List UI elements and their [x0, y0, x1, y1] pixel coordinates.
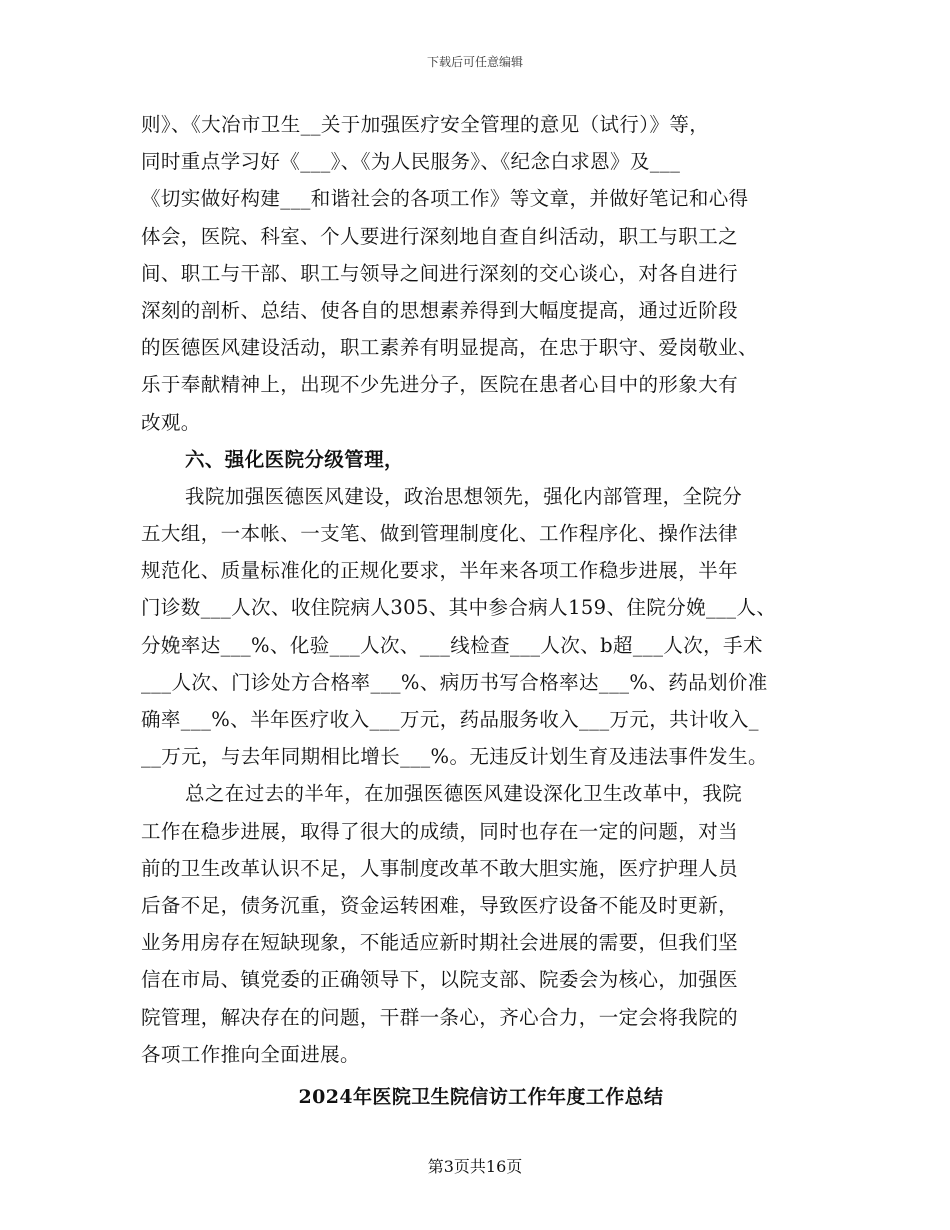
text-line: 总之在过去的半年，在加强医德医风建设深化卫生改革中，我院 [185, 782, 743, 806]
text-line: 五大组，一本帐、一支笔、做到管理制度化、工作程序化、操作法律 [141, 522, 739, 546]
text-line: ___人次、门诊处方合格率___%、病历书写合格率达___%、药品划价准 [141, 670, 768, 694]
text-line: 的医德医风建设活动，职工素养有明显提高，在忠于职守、爱岗敬业、 [141, 336, 758, 360]
text-line: 我院加强医德医风建设，政治思想领先，强化内部管理，全院分 [185, 484, 743, 508]
next-document-title: 2024年医院卫生院信访工作年度工作总结 [298, 1085, 664, 1108]
paragraph-continued [141, 106, 821, 441]
text-line: 工作在稳步进展，取得了很大的成绩，同时也存在一定的问题，对当 [141, 819, 739, 843]
page-number: 第3页共16页 [427, 1157, 523, 1176]
text-line: 门诊数___人次、收住院病人305、其中参合病人159、住院分娩___人、 [141, 596, 777, 620]
text-line: 深刻的剖析、总结、使各自的思想素养得到大幅度提高，通过近阶段 [141, 298, 739, 322]
paragraph-summary [141, 775, 821, 1073]
text-line: 同时重点学习好《___》、《为人民服务》、《纪念白求恩》及___ [141, 150, 681, 174]
text-line: 乐于奉献精神上，出现不少先进分子，医院在患者心目中的形象大有 [141, 373, 739, 397]
text-line: 各项工作推向全面进展。 [141, 1042, 360, 1066]
section-heading-6: 六、强化医院分级管理， [185, 447, 404, 471]
text-line: 改观。 [141, 410, 201, 434]
text-line: 体会，医院、科室、个人要进行深刻地自查自纠活动，职工与职工之 [141, 224, 739, 248]
paragraph-management [141, 478, 821, 776]
text-line: 后备不足，债务沉重，资金运转困难，导致医疗设备不能及时更新， [141, 893, 739, 917]
text-line: 分娩率达___%、化验___人次、___线检查___人次、b超___人次，手术 [141, 633, 763, 657]
text-line: __万元，与去年同期相比增长___%。无违反计划生育及违法事件发生。 [141, 745, 768, 769]
text-line: 业务用房存在短缺现象，不能适应新时期社会进展的需要，但我们坚 [141, 931, 739, 955]
text-line: 规范化、质量标准化的正规化要求，半年来各项工作稳步进展，半年 [141, 559, 739, 583]
page-header-note: 下载后可任意编辑 [426, 55, 523, 69]
text-line: 前的卫生改革认识不足，人事制度改革不敢大胆实施，医疗护理人员 [141, 856, 739, 880]
text-line: 确率___%、半年医疗收入___万元，药品服务收入___万元，共计收入_ [141, 708, 759, 731]
text-line: 院管理，解决存在的问题，干群一条心，齐心合力，一定会将我院的 [141, 1005, 739, 1029]
text-line: 《切实做好构建___和谐社会的各项工作》等文章，并做好笔记和心得 [141, 187, 749, 211]
text-line: 信在市局、镇党委的正确领导下，以院支部、院委会为核心，加强医 [141, 968, 739, 992]
document-body [141, 106, 821, 1116]
text-line: 则》、《大冶市卫生__关于加强医疗安全管理的意见（试行）》等， [141, 113, 710, 136]
text-line: 间、职工与干部、职工与领导之间进行深刻的交心谈心，对各自进行 [141, 261, 739, 285]
